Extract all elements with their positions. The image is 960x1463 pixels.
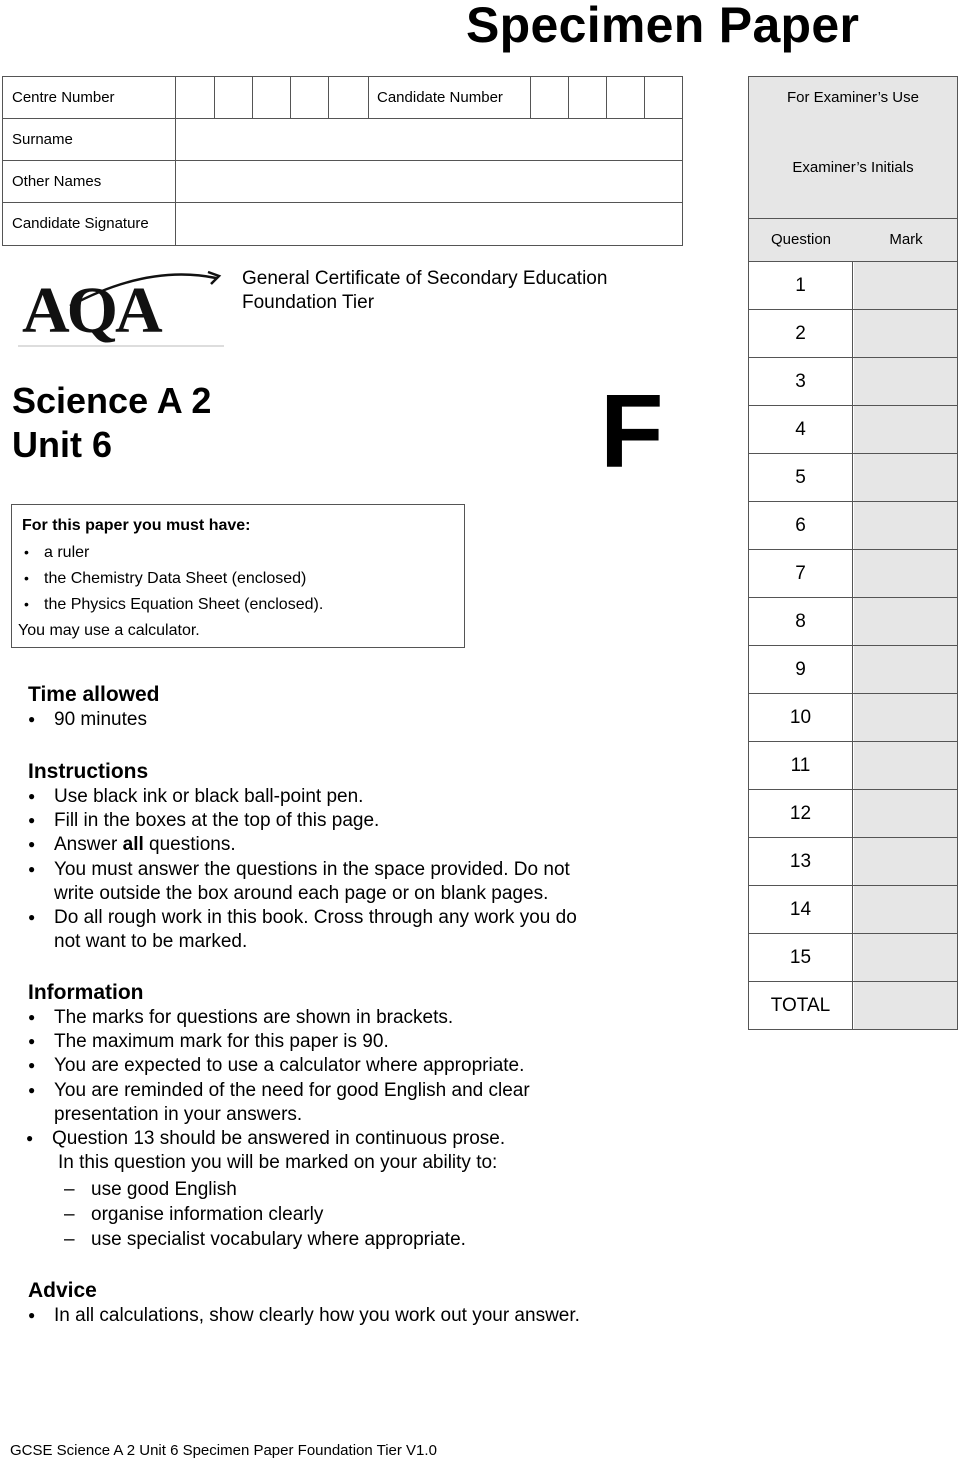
total-row [748, 982, 958, 1030]
mark-cell-q9[interactable] [854, 646, 957, 693]
question-row-4 [748, 406, 958, 454]
question-mark-header [748, 219, 958, 262]
examiner-initials-label: Examiner’s Initials [748, 147, 958, 219]
instruction-item: ● You must answer the questions in the space provided. Do not [54, 859, 570, 881]
subject-unit: Unit 6 [12, 424, 113, 465]
signature-label: Candidate Signature [3, 203, 176, 245]
marking-criterion: organise information clearly [91, 1204, 324, 1225]
surname-row [3, 119, 682, 161]
dash-marker: – [64, 1204, 75, 1225]
mark-cell-q14[interactable] [854, 886, 957, 933]
mark-cell-q2[interactable] [854, 310, 957, 357]
question-number: 6 [749, 502, 853, 549]
centre-number-digit-3[interactable] [253, 77, 291, 119]
question-number: 13 [749, 838, 853, 885]
candidate-number-digit-2[interactable] [569, 77, 607, 119]
question-row-13 [748, 838, 958, 886]
aqa-logo-text: AQA [22, 274, 160, 347]
question-number: 7 [749, 550, 853, 597]
question-number: 10 [749, 694, 853, 741]
qualification-tier: Foundation Tier [242, 292, 375, 313]
advice-item: ● In all calculations, show clearly how you work out your answer. [54, 1305, 580, 1327]
mark-cell-q6[interactable] [854, 502, 957, 549]
signature-row [3, 203, 682, 245]
information-item: ● You are reminded of the need for good English and clear [54, 1080, 530, 1102]
question-row-5 [748, 454, 958, 502]
candidate-number-digit-1[interactable] [531, 77, 569, 119]
mark-cell-q5[interactable] [854, 454, 957, 501]
instruction-item: ● Fill in the boxes at the top of this page. [54, 810, 379, 832]
examiner-use-title: For Examiner’s Use [748, 76, 958, 148]
other-names-field[interactable] [177, 161, 682, 203]
required-materials-box [11, 504, 465, 648]
required-item-chemistry-sheet: • the Chemistry Data Sheet (enclosed) [44, 570, 306, 588]
centre-number-digit-1[interactable] [177, 77, 215, 119]
mark-cell-q7[interactable] [854, 550, 957, 597]
instruction-item [54, 834, 236, 856]
centre-number-digit-2[interactable] [215, 77, 253, 119]
question-row-14 [748, 886, 958, 934]
mark-cell-q10[interactable] [854, 694, 957, 741]
mark-cell-q13[interactable] [854, 838, 957, 885]
centre-number-digit-5[interactable] [329, 77, 369, 119]
information-item: ● Question 13 should be answered in continuous prose. [52, 1128, 505, 1150]
signature-field[interactable] [177, 203, 682, 245]
candidate-number-digit-4[interactable] [645, 77, 682, 119]
subject-title: Science A 2 [12, 380, 212, 421]
candidate-details-box [2, 76, 683, 246]
question-number: 12 [749, 790, 853, 837]
centre-number-label: Centre Number [3, 77, 176, 119]
candidate-number-label: Candidate Number [369, 77, 531, 119]
question-column-header: Question [770, 231, 832, 248]
time-allowed-heading: Time allowed [28, 683, 160, 706]
instruction-item-continued: not want to be marked. [54, 931, 248, 952]
instruction-item-continued: write outside the box around each page or on blank pages. [54, 883, 549, 904]
question-number: 3 [749, 358, 853, 405]
information-heading: Information [28, 981, 144, 1004]
question-number: 2 [749, 310, 853, 357]
question-row-8 [748, 598, 958, 646]
surname-field[interactable] [177, 119, 682, 161]
required-item-physics-sheet: • the Physics Equation Sheet (enclosed). [44, 596, 323, 614]
instruction-text: questions. [143, 834, 236, 855]
instructions-heading: Instructions [28, 760, 149, 783]
page-title: Specimen Paper [466, 0, 860, 53]
mark-cell-q12[interactable] [854, 790, 957, 837]
examiner-use-table [748, 76, 958, 1034]
question-row-12 [748, 790, 958, 838]
question-number: 9 [749, 646, 853, 693]
instruction-text: Answer [54, 834, 123, 855]
mark-column-header: Mark [889, 231, 923, 248]
question-number: 15 [749, 934, 853, 981]
advice-heading: Advice [28, 1279, 97, 1302]
calculator-note: You may use a calculator. [18, 622, 200, 639]
mark-cell-q11[interactable] [854, 742, 957, 789]
time-allowed-value: ● 90 minutes [54, 709, 147, 731]
question-row-11 [748, 742, 958, 790]
instruction-item: ● Do all rough work in this book. Cross through any work you do [54, 907, 577, 929]
other-names-label: Other Names [3, 161, 176, 203]
instruction-item: ● Use black ink or black ball-point pen. [54, 786, 363, 808]
mark-cell-q8[interactable] [854, 598, 957, 645]
mark-cell-q4[interactable] [854, 406, 957, 453]
candidate-number-digit-3[interactable] [607, 77, 645, 119]
information-item-continued: In this question you will be marked on your ability to: [58, 1152, 498, 1173]
tier-letter: F [600, 374, 664, 490]
question-row-10 [748, 694, 958, 742]
surname-label: Surname [3, 119, 176, 161]
question-row-9 [748, 646, 958, 694]
question-number: 5 [749, 454, 853, 501]
mark-cell-q1[interactable] [854, 262, 957, 309]
question-number: 14 [749, 886, 853, 933]
qualification-title: General Certificate of Secondary Education [242, 268, 608, 289]
question-row-3 [748, 358, 958, 406]
information-item-continued: presentation in your answers. [54, 1104, 303, 1125]
question-number: 1 [749, 262, 853, 309]
information-item: ● The maximum mark for this paper is 90. [54, 1031, 389, 1053]
instruction-emphasis: all [122, 834, 144, 855]
mark-cell-q15[interactable] [854, 934, 957, 981]
centre-number-digit-4[interactable] [291, 77, 329, 119]
total-mark-cell[interactable] [854, 982, 957, 1029]
question-number: 11 [749, 742, 853, 789]
centre-candidate-number-row [3, 77, 682, 119]
question-number: 4 [749, 406, 853, 453]
aqa-logo-icon [18, 266, 224, 350]
question-row-1 [748, 262, 958, 310]
other-names-row [3, 161, 682, 203]
dash-marker: – [64, 1229, 75, 1250]
information-item: ● The marks for questions are shown in brackets. [54, 1007, 453, 1029]
question-row-2 [748, 310, 958, 358]
information-item: ● You are expected to use a calculator where appropriate. [54, 1055, 524, 1077]
marking-criterion: use good English [91, 1179, 237, 1200]
question-row-6 [748, 502, 958, 550]
required-materials-title: For this paper you must have: [22, 517, 251, 534]
footer-text: GCSE Science A 2 Unit 6 Specimen Paper Foundation Tier V1.0 [10, 1442, 437, 1459]
question-row-15 [748, 934, 958, 982]
mark-cell-q3[interactable] [854, 358, 957, 405]
dash-marker: – [64, 1179, 75, 1200]
total-label: TOTAL [749, 982, 853, 1029]
required-item-ruler: • a ruler [44, 544, 89, 562]
question-number: 8 [749, 598, 853, 645]
marking-criterion: use specialist vocabulary where appropriate. [91, 1229, 466, 1250]
question-row-7 [748, 550, 958, 598]
